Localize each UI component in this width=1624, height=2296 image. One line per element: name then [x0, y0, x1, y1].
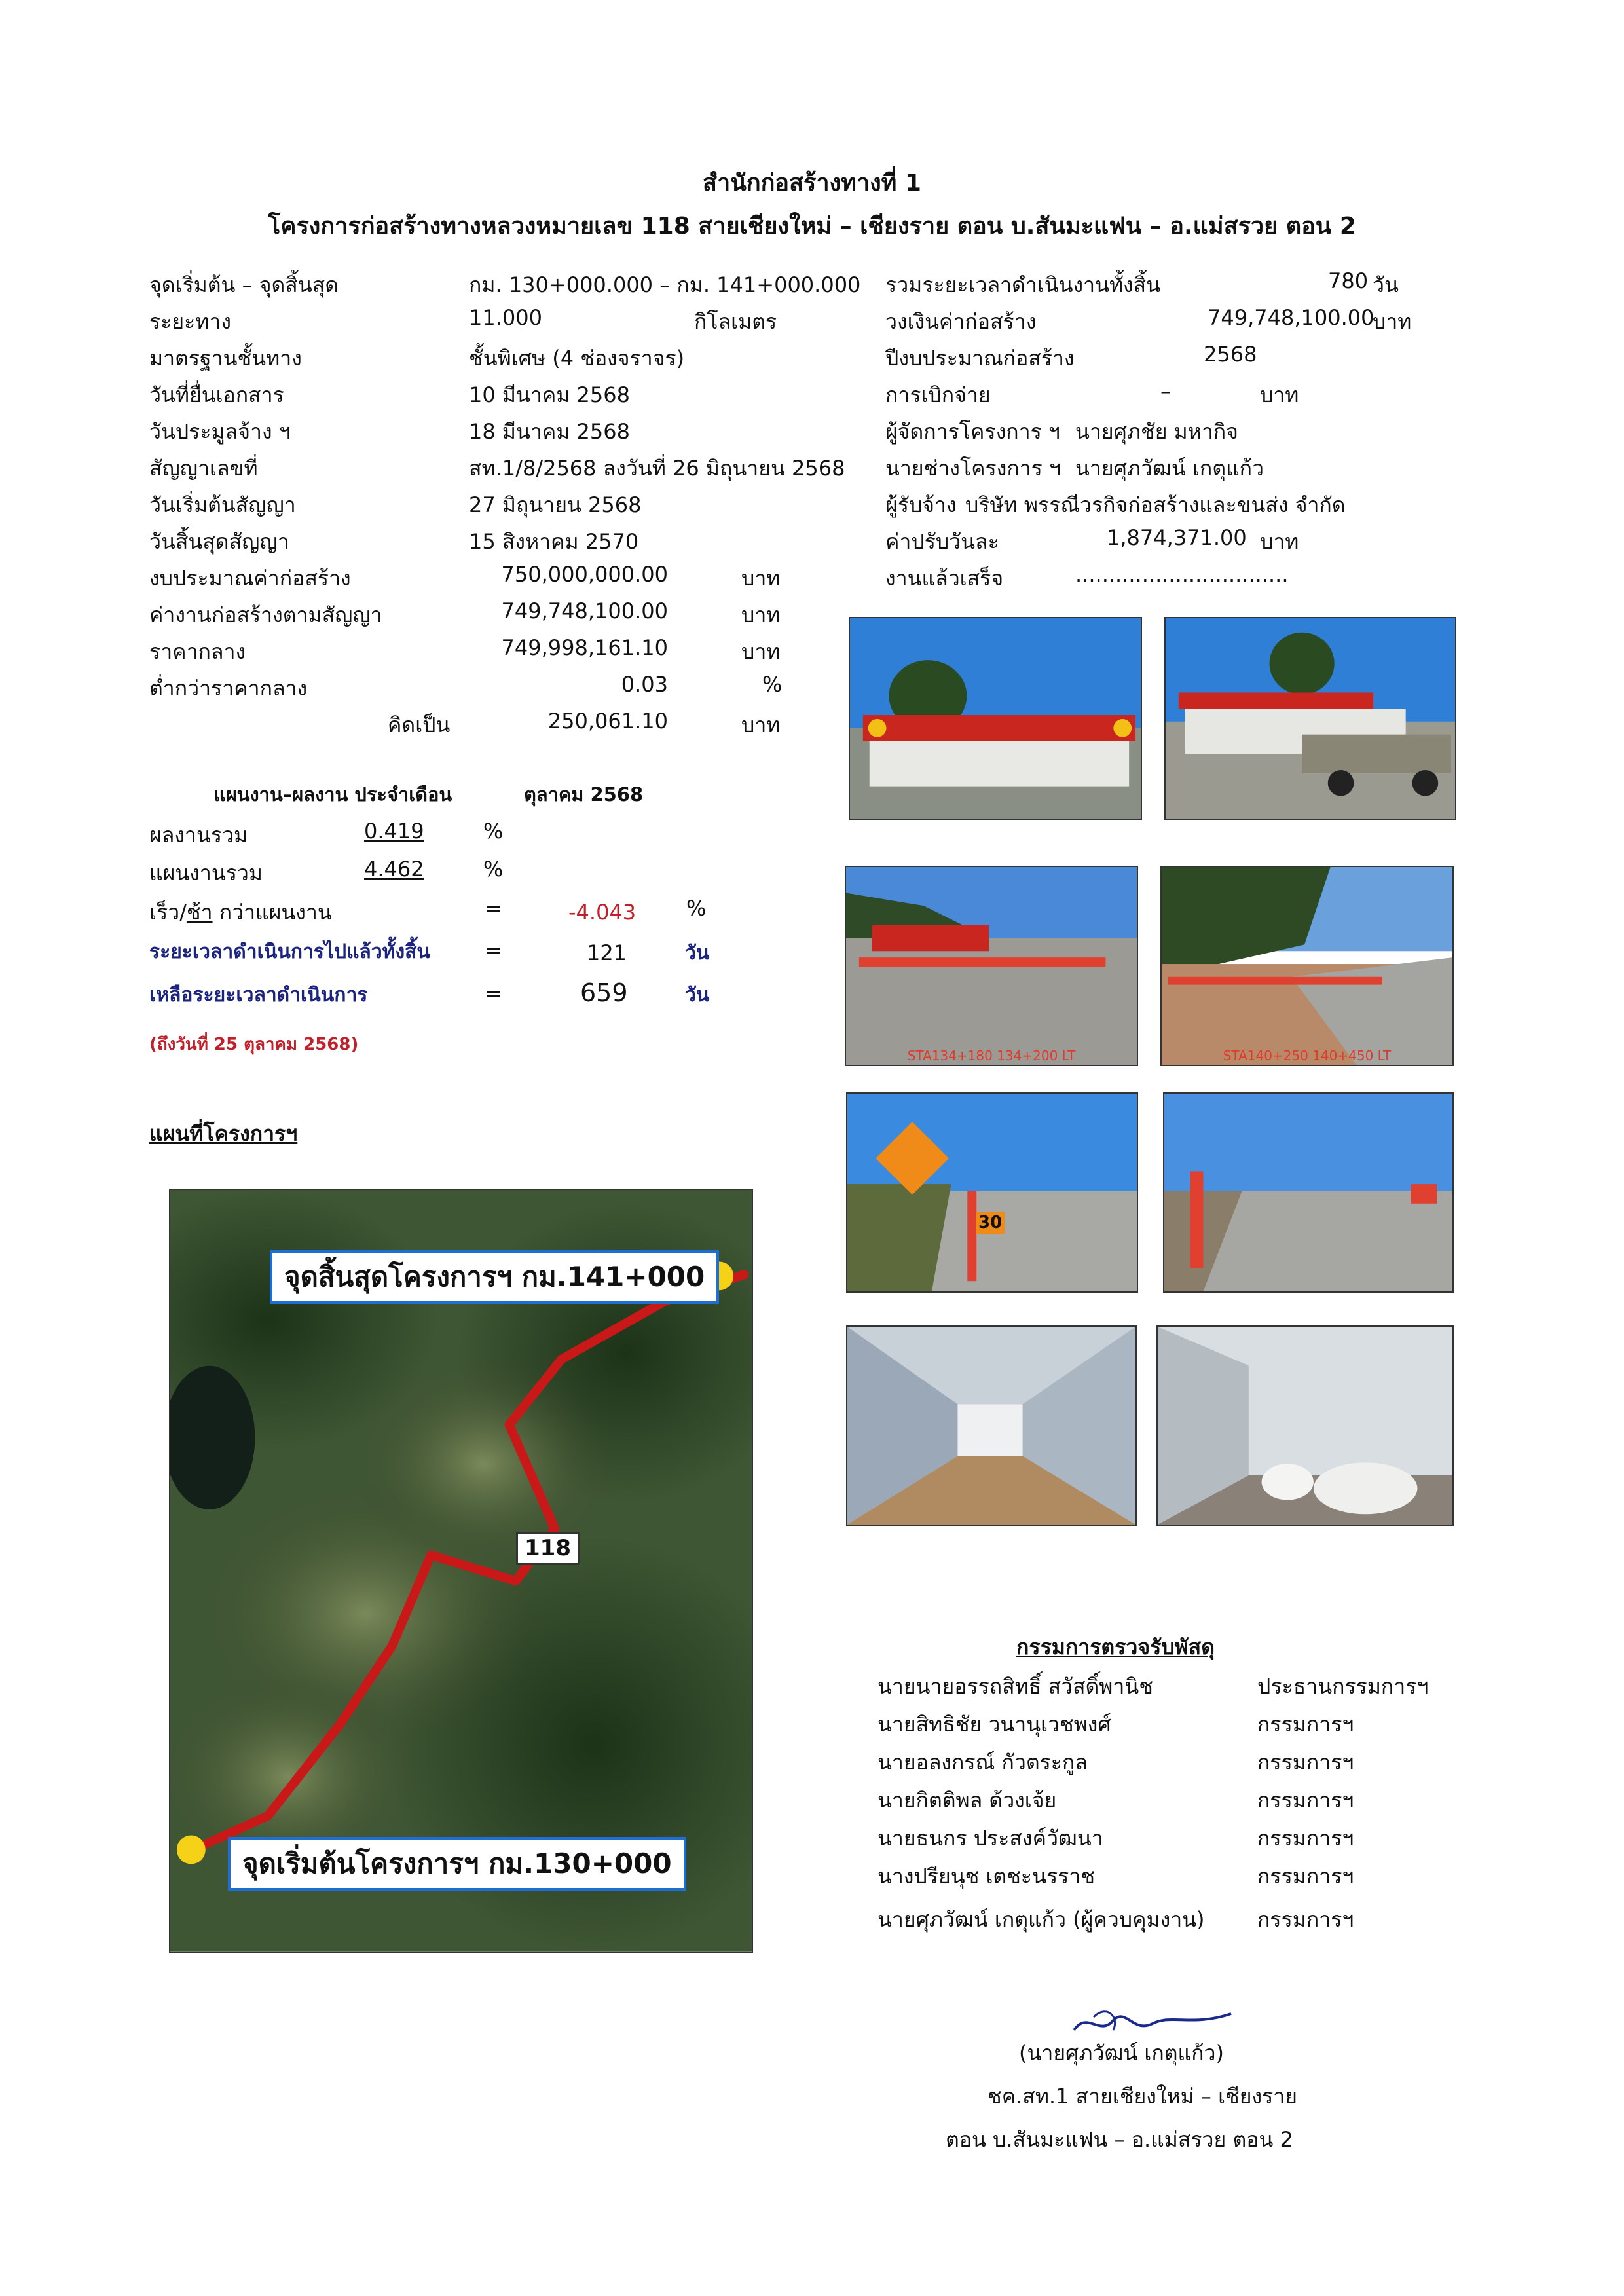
duration-value: 780	[1328, 268, 1369, 293]
planned-progress-unit: %	[483, 857, 504, 881]
speed-sign: 30	[976, 1212, 1005, 1234]
duration-label: รวมระยะเวลาดำเนินงานทั้งสิ้น	[885, 272, 1161, 297]
remaining-label: เหลือระยะเวลาดำเนินการ	[149, 984, 368, 1007]
site-photo-road-works	[1163, 1092, 1454, 1293]
budget-value: 750,000,000.00	[501, 562, 668, 587]
fiscal-year-label: ปีงบประมาณก่อสร้าง	[885, 346, 1075, 371]
variance-label: เร็ว/ช้า กว่าแผนงาน	[149, 900, 332, 925]
actual-progress-label: ผลงานรวม	[149, 823, 248, 847]
committee-member-role: กรรมการฯ	[1257, 1826, 1354, 1851]
info-value: 18 มีนาคม 2568	[469, 419, 630, 444]
site-photo-restroom	[1156, 1325, 1454, 1526]
fiscal-year-value: 2568	[1204, 342, 1257, 367]
project-engineer-value: นายศุภวัฒน์ เกตุแก้ว	[1075, 456, 1264, 481]
budget-label: ราคากลาง	[149, 639, 246, 664]
budget-value: 0.03	[621, 672, 668, 697]
disbursement-unit: บาท	[1260, 382, 1299, 407]
info-unit: กิโลเมตร	[694, 309, 777, 334]
contractor-value: บริษัท พรรณีวรกิจก่อสร้างและขนส่ง จำกัด	[965, 492, 1346, 517]
project-engineer-label: นายช่างโครงการ ฯ	[885, 456, 1061, 481]
budget-unit: บาท	[741, 566, 781, 591]
contract-budget-value: 749,748,100.00	[1208, 305, 1375, 330]
info-value: 27 มิถุนายน 2568	[469, 492, 642, 517]
budget-label: คิดเป็น	[388, 713, 451, 737]
actual-progress-value: 0.419	[364, 819, 424, 843]
info-value: 11.000	[469, 305, 542, 330]
completion-label: งานแล้วเสร็จ	[885, 566, 1004, 591]
contractor-label: ผู้รับจ้าง	[885, 492, 957, 517]
info-label: สัญญาเลขที่	[149, 456, 258, 481]
daily-fine-unit: บาท	[1260, 529, 1299, 554]
variance-equals: =	[485, 896, 502, 921]
planned-progress-label: แผนงานรวม	[149, 861, 263, 885]
committee-member-role: กรรมการฯ	[1257, 1907, 1354, 1932]
site-photo-roadside-barriers	[845, 866, 1138, 1066]
contract-budget-label: วงเงินค่าก่อสร้าง	[885, 309, 1037, 334]
info-label: วันที่ยื่นเอกสาร	[149, 382, 284, 407]
committee-member-name: นายศุภวัฒน์ เกตุแก้ว (ผู้ควบคุมงาน)	[877, 1907, 1205, 1932]
remaining-unit: วัน	[685, 984, 710, 1007]
progress-heading: แผนงาน–ผลงาน ประจำเดือน	[213, 783, 452, 805]
info-value: 10 มีนาคม 2568	[469, 382, 630, 407]
start-point-marker	[177, 1836, 206, 1864]
site-photo-earthworks	[1160, 866, 1454, 1066]
actual-progress-unit: %	[483, 819, 504, 843]
project-manager-label: ผู้จัดการโครงการ ฯ	[885, 419, 1060, 444]
info-value: สท.1/8/2568 ลงวันที่ 26 มิถุนายน 2568	[469, 456, 845, 481]
remaining-equals: =	[485, 981, 502, 1006]
info-label: วันสิ้นสุดสัญญา	[149, 529, 289, 554]
info-label: มาตรฐานชั้นทาง	[149, 346, 302, 371]
map-start-label: จุดเริ่มต้นโครงการฯ กม.130+000	[228, 1837, 686, 1891]
budget-value: 250,061.10	[547, 709, 668, 733]
site-photo-interior-corridor	[846, 1325, 1137, 1526]
project-manager-value: นายศุภชัย มหากิจ	[1075, 419, 1238, 444]
budget-unit: บาท	[741, 602, 781, 627]
committee-member-name: นายอลงกรณ์ กัวตระกูล	[877, 1750, 1088, 1775]
budget-label: งบประมาณค่าก่อสร้าง	[149, 566, 351, 591]
budget-value: 749,998,161.10	[501, 635, 668, 660]
committee-member-role: กรรมการฯ	[1257, 1788, 1354, 1813]
info-value: ชั้นพิเศษ (4 ช่องจราจร)	[469, 346, 685, 371]
variance-unit: %	[686, 896, 707, 921]
variance-value: -4.043	[568, 900, 637, 925]
elapsed-label: ระยะเวลาดำเนินการไปแล้วทั้งสิ้น	[149, 940, 430, 963]
disbursement-value: –	[1160, 379, 1171, 403]
elapsed-equals: =	[485, 938, 502, 963]
committee-heading: กรรมการตรวจรับพัสดุ	[1016, 1635, 1215, 1659]
committee-member-role: ประธานกรรมการฯ	[1257, 1674, 1429, 1699]
budget-value: 749,748,100.00	[501, 599, 668, 623]
committee-member-name: นายสิทธิชัย วนานุเวชพงศ์	[877, 1712, 1111, 1737]
committee-member-role: กรรมการฯ	[1257, 1712, 1354, 1737]
remaining-value: 659	[580, 978, 628, 1007]
budget-unit: บาท	[741, 639, 781, 664]
site-photo-office-front	[849, 617, 1142, 820]
signatory-name: (นายศุภวัฒน์ เกตุแก้ว)	[1019, 2041, 1224, 2065]
disbursement-label: การเบิกจ่าย	[885, 382, 991, 407]
committee-member-name: นายนายอรรถสิทธิ์ สวัสดิ์พานิช	[877, 1674, 1153, 1699]
as-of-date: (ถึงวันที่ 25 ตุลาคม 2568)	[149, 1035, 359, 1054]
planned-progress-value: 4.462	[364, 857, 424, 881]
committee-member-role: กรรมการฯ	[1257, 1864, 1354, 1889]
budget-label: ค่างานก่อสร้างตามสัญญา	[149, 602, 382, 627]
duration-unit: วัน	[1373, 272, 1399, 297]
info-label: จุดเริ่มต้น – จุดสิ้นสุด	[149, 272, 339, 297]
budget-unit: บาท	[741, 713, 781, 737]
site-photo-office-crane	[1164, 617, 1456, 820]
contract-budget-unit: บาท	[1373, 309, 1412, 334]
elapsed-value: 121	[587, 940, 627, 965]
completion-value: ................................	[1075, 562, 1289, 587]
project-title: โครงการก่อสร้างทางหลวงหมายเลข 118 สายเชียงใหม่ – เชียงราย ตอน บ.สันมะแฟน – อ.แม่สรวย ตอน 2	[268, 213, 1356, 240]
info-value: กม. 130+000.000 – กม. 141+000.000	[469, 272, 861, 297]
progress-month: ตุลาคม 2568	[524, 783, 644, 805]
elapsed-unit: วัน	[685, 942, 710, 965]
budget-label: ต่ำกว่าราคากลาง	[149, 676, 308, 701]
committee-member-name: นายกิตติพล ด้วงเจ้ย	[877, 1788, 1057, 1813]
office-title: สำนักก่อสร้างทางที่ 1	[703, 170, 921, 196]
info-label: วันประมูลจ้าง ฯ	[149, 419, 291, 444]
info-label: ระยะทาง	[149, 309, 231, 334]
route-shield: 118	[516, 1532, 580, 1565]
map-heading: แผนที่โครงการฯ	[149, 1121, 298, 1146]
info-value: 15 สิงหาคม 2570	[469, 529, 639, 554]
signatory-position: ชค.สท.1 สายเชียงใหม่ – เชียงราย	[987, 2084, 1297, 2109]
daily-fine-label: ค่าปรับวันละ	[885, 529, 999, 554]
budget-unit: %	[762, 672, 783, 697]
daily-fine-value: 1,874,371.00	[1107, 525, 1247, 550]
project-map	[169, 1189, 753, 1953]
map-end-label: จุดสิ้นสุดโครงการฯ กม.141+000	[270, 1250, 719, 1304]
committee-member-name: นางปรียนุช เตชะนรราช	[877, 1864, 1096, 1889]
info-label: วันเริ่มต้นสัญญา	[149, 492, 296, 517]
site-photo-traffic-signs	[846, 1092, 1138, 1293]
photo-caption: STA134+180 134+200 LT	[907, 1048, 1076, 1064]
committee-member-role: กรรมการฯ	[1257, 1750, 1354, 1775]
signatory-section: ตอน บ.สันมะแฟน – อ.แม่สรวย ตอน 2	[946, 2127, 1293, 2152]
committee-member-name: นายธนกร ประสงค์วัฒนา	[877, 1826, 1103, 1851]
photo-caption: STA140+250 140+450 LT	[1223, 1048, 1392, 1064]
